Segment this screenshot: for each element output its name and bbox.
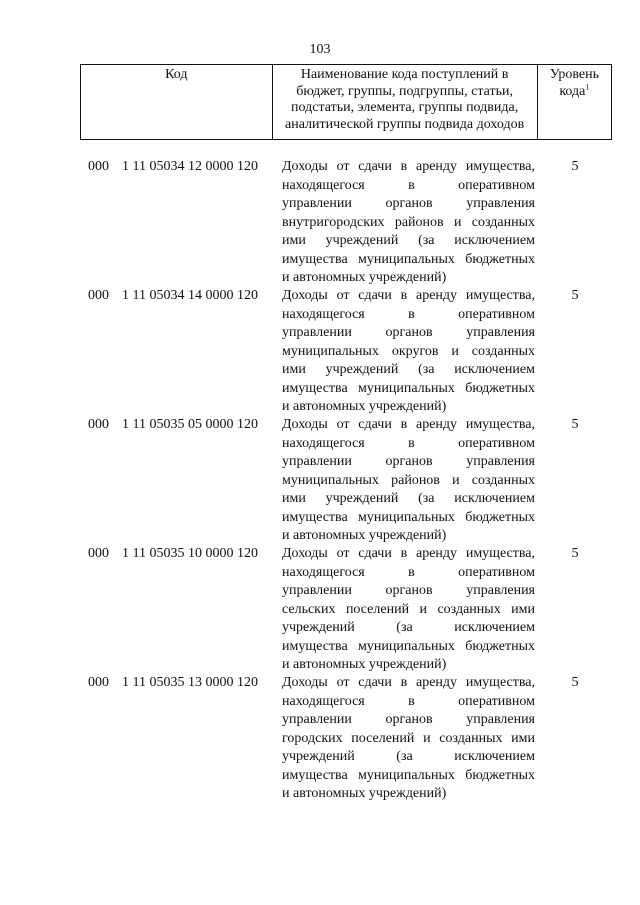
table-row <box>0 545 640 673</box>
header-name-cell <box>272 65 537 140</box>
row-revenue-code: 1 11 05034 12 0000 120 <box>122 159 258 174</box>
header-name-line: аналитической группы подвида доходов <box>285 116 525 132</box>
row-level: 5 <box>571 546 579 561</box>
table-row <box>0 158 640 286</box>
row-revenue-code: 1 11 05035 05 0000 120 <box>122 417 258 432</box>
header-level-line: Уровень <box>549 67 600 82</box>
row-name-line: и автономных учреждений) <box>282 399 447 414</box>
row-name-line: находящегося в оперативном <box>282 693 535 709</box>
row-name-line: ими учреждений (за исключением <box>282 233 535 248</box>
row-name-line: и автономных учреждений) <box>282 270 447 285</box>
table-row <box>0 674 640 802</box>
page-number: 103 <box>309 42 331 57</box>
row-name-line: ими учреждений (за исключением <box>282 362 535 377</box>
row-revenue-code: 1 11 05034 14 0000 120 <box>122 288 258 303</box>
row-level: 5 <box>571 417 579 432</box>
header-code-label: Код <box>165 67 188 82</box>
row-revenue-name <box>282 674 535 804</box>
row-revenue-name <box>282 545 535 675</box>
header-name-line: подстатьи, элемента, группы подвида, <box>291 100 519 115</box>
row-name-line: Доходы от сдачи в аренду имущества, <box>282 675 535 690</box>
row-name-line: сельских поселений и созданных ими <box>282 601 535 617</box>
row-name-line: учреждений (за исключением <box>282 749 535 764</box>
row-name-line: Доходы от сдачи в аренду имущества, <box>282 417 535 432</box>
row-name-line: муниципальных районов и созданных <box>282 472 535 488</box>
row-name-line: имущества муниципальных бюджетных <box>282 767 535 783</box>
row-admin-code: 000 <box>88 546 109 561</box>
row-name-line: муниципальных округов и созданных <box>282 343 535 359</box>
row-revenue-name <box>282 416 535 546</box>
row-name-line: и автономных учреждений) <box>282 786 447 801</box>
row-level: 5 <box>571 159 579 174</box>
row-admin-code: 000 <box>88 159 109 174</box>
row-name-line: имущества муниципальных бюджетных <box>282 509 535 525</box>
row-name-line: и автономных учреждений) <box>282 528 447 543</box>
row-admin-code: 000 <box>88 675 109 690</box>
header-level-cell <box>537 65 611 140</box>
row-name-line: Доходы от сдачи в аренду имущества, <box>282 546 535 561</box>
header-level-line: кода <box>559 83 586 99</box>
table-row <box>0 416 640 544</box>
table-body <box>0 158 640 803</box>
row-name-line: имущества муниципальных бюджетных <box>282 380 535 396</box>
row-revenue-name <box>282 287 535 417</box>
row-name-line: учреждений (за исключением <box>282 620 535 635</box>
header-code-cell <box>81 65 273 140</box>
row-name-line: имущества муниципальных бюджетных <box>282 251 535 267</box>
row-name-line: внутригородских районов и созданных <box>282 214 535 230</box>
row-name-line: находящегося в оперативном <box>282 306 535 322</box>
row-name-line: ими учреждений (за исключением <box>282 491 535 506</box>
row-name-line: и автономных учреждений) <box>282 657 447 672</box>
row-name-line: управлении органов управления <box>282 454 535 469</box>
row-name-line: Доходы от сдачи в аренду имущества, <box>282 159 535 174</box>
row-revenue-code: 1 11 05035 10 0000 120 <box>122 546 258 561</box>
row-name-line: управлении органов управления <box>282 196 535 211</box>
header-name-line: Наименование кода поступлений в <box>300 67 509 82</box>
row-admin-code: 000 <box>88 288 109 303</box>
row-name-line: управлении органов управления <box>282 583 535 598</box>
row-name-line: управлении органов управления <box>282 712 535 727</box>
row-name-line: находящегося в оперативном <box>282 435 535 451</box>
table-header-row <box>81 65 612 140</box>
row-name-line: имущества муниципальных бюджетных <box>282 638 535 654</box>
table-header <box>80 64 612 140</box>
row-name-line: Доходы от сдачи в аренду имущества, <box>282 288 535 303</box>
row-level: 5 <box>571 675 579 690</box>
row-name-line: городских поселений и созданных ими <box>282 730 535 746</box>
row-revenue-code: 1 11 05035 13 0000 120 <box>122 675 258 690</box>
header-name-line: бюджет, группы, подгруппы, статьи, <box>296 83 513 99</box>
footnote-mark: 1 <box>585 81 590 91</box>
row-name-line: управлении органов управления <box>282 325 535 340</box>
row-name-line: находящегося в оперативном <box>282 564 535 580</box>
row-name-line: находящегося в оперативном <box>282 177 535 193</box>
row-level: 5 <box>571 288 579 303</box>
row-admin-code: 000 <box>88 417 109 432</box>
table-row <box>0 287 640 415</box>
row-revenue-name <box>282 158 535 288</box>
